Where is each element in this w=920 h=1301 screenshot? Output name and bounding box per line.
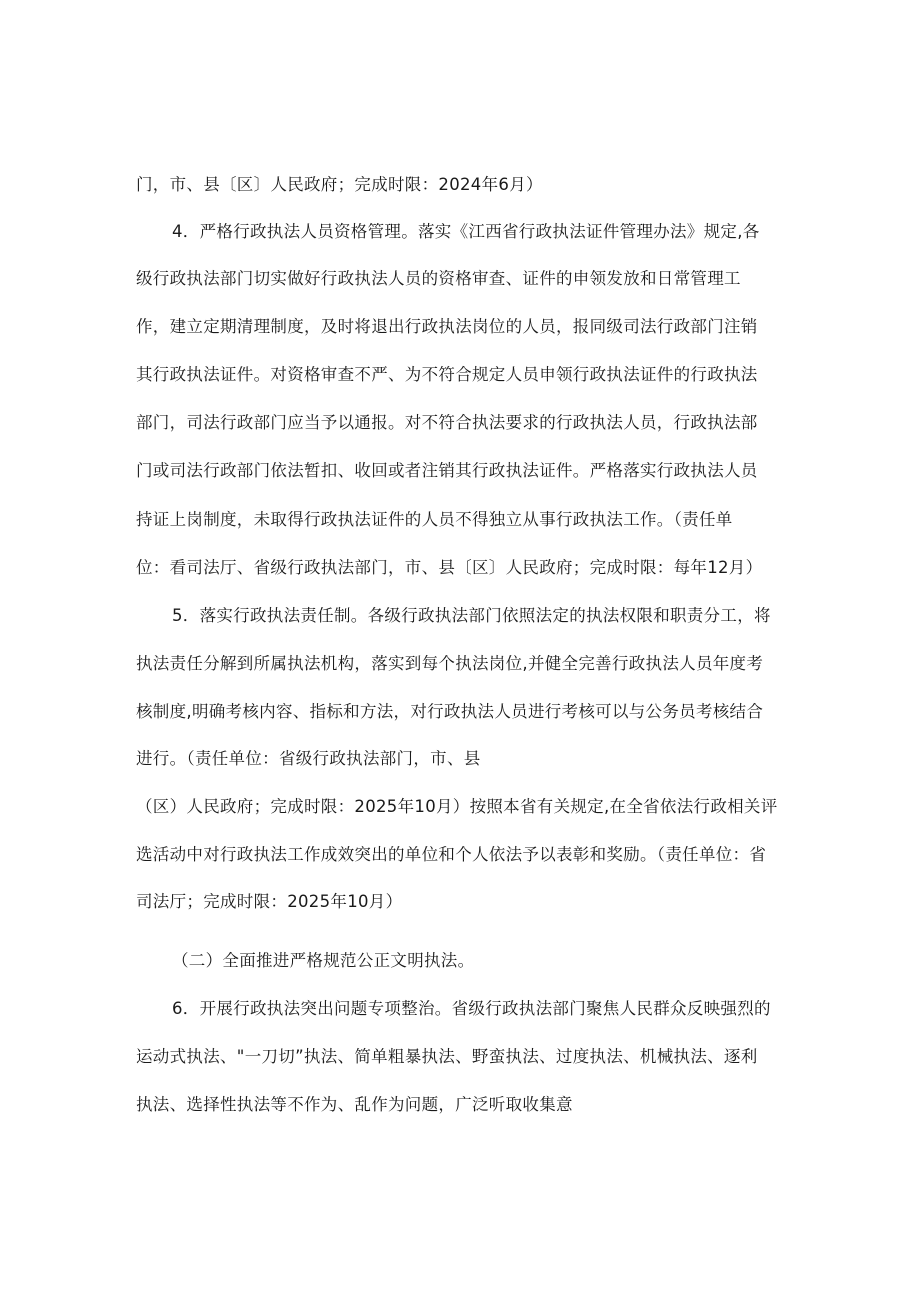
text-line: 司法厅；完成时限：2025年10月） xyxy=(136,892,403,911)
text-line: 门，市、县〔区〕人民政府；完成时限：2024年6月） xyxy=(136,175,543,194)
text-line: 选活动中对行政执法工作成效突出的单位和个人依法予以表彰和奖励。（责任单位：省 xyxy=(136,845,767,864)
section-heading: （二）全面推进严格规范公正文明执法。 xyxy=(172,951,475,970)
text-line: 级行政执法部门切实做好行政执法人员的资格审查、证件的申领发放和日常管理工 xyxy=(136,269,741,288)
text-line: 门或司法行政部门依法暂扣、收回或者注销其行政执法证件。严格落实行政执法人员 xyxy=(136,461,758,480)
text-line: 持证上岗制度，未取得行政执法证件的人员不得独立从事行政执法工作。（责任单 xyxy=(136,510,733,529)
paragraph-5-start: 5．落实行政执法责任制。各级行政执法部门依照法定的执法权限和职责分工，将 xyxy=(172,606,771,625)
text-line: 进行。（责任单位：省级行政执法部门，市、县 xyxy=(136,749,481,768)
text-line: 作，建立定期清理制度，及时将退出行政执法岗位的人员，报同级司法行政部门注销 xyxy=(136,317,758,336)
text-line: 位：看司法厅、省级行政执法部门，市、县〔区〕人民政府；完成时限：每年12月） xyxy=(136,558,763,577)
paragraph-6-start: 6．开展行政执法突出问题专项整治。省级行政执法部门聚焦人民群众反映强烈的 xyxy=(172,999,771,1018)
text-line: 执法、选择性执法等不作为、乱作为问题，广泛听取收集意 xyxy=(136,1095,573,1114)
paragraph-4-start: 4．严格行政执法人员资格管理。落实《江西省行政执法证件管理办法》规定,各 xyxy=(172,222,760,241)
text-line: 核制度,明确考核内容、指标和方法，对行政执法人员进行考核可以与公务员考核结合 xyxy=(136,702,764,721)
text-line: 其行政执法证件。对资格审查不严、为不符合规定人员申领行政执法证件的行政执法 xyxy=(136,365,758,384)
text-line: 部门，司法行政部门应当予以通报。对不符合执法要求的行政执法人员，行政执法部 xyxy=(136,413,758,432)
text-line: （区）人民政府；完成时限：2025年10月）按照本省有关规定,在全省依法行政相关评 xyxy=(136,797,778,816)
text-line: 运动式执法、"一刀切”执法、简单粗暴执法、野蛮执法、过度执法、机械执法、逐利 xyxy=(136,1047,758,1066)
text-line: 执法责任分解到所属执法机构，落实到每个执法岗位,并健全完善行政执法人员年度考 xyxy=(136,654,764,673)
